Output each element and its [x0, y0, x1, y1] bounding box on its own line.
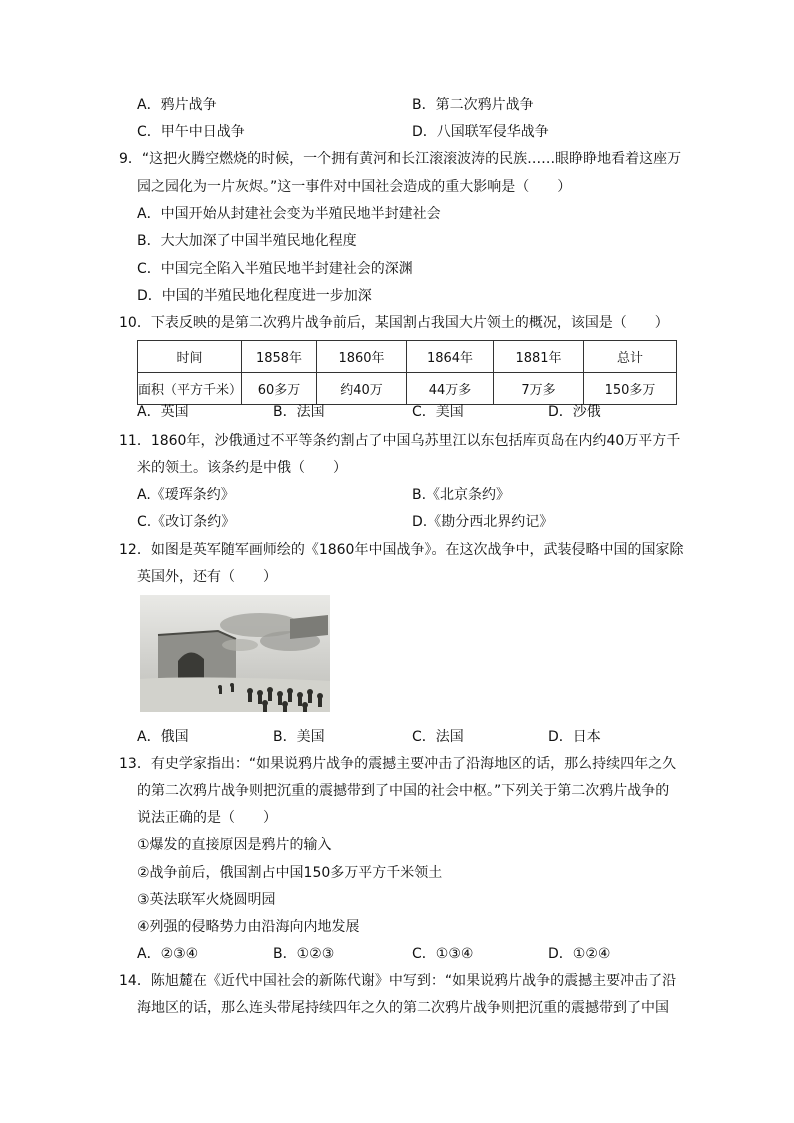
territory-table: [137, 340, 677, 405]
q13-option-c: C．①③④: [412, 946, 474, 962]
table-row: [138, 373, 677, 405]
table-cell: 约40万: [317, 373, 407, 405]
q12-option-b: B．美国: [273, 729, 325, 745]
table-header-cell: 1864年: [407, 341, 494, 373]
q10-stem: 10．下表反映的是第二次鸦片战争前后，某国割占我国大片领土的概况，该国是（ ）: [119, 315, 669, 331]
table-header-cell: 1881年: [494, 341, 584, 373]
q8-option-d: D．八国联军侵华战争: [412, 124, 549, 140]
q9-option-a: A．中国开始从封建社会变为半殖民地半封建社会: [137, 206, 441, 222]
q10-option-b: B．法国: [273, 404, 325, 420]
q13-statement-2: ②战争前后，俄国割占中国150多万平方千米领土: [137, 865, 443, 881]
q10-option-d: D．沙俄: [548, 404, 601, 420]
q14-stem-line2: 海地区的话，那么连头带尾持续四年之久的第二次鸦片战争则把沉重的震撼带到了中国: [137, 1000, 669, 1016]
q8-option-a: A．鸦片战争: [137, 97, 217, 113]
q8-option-b: B．第二次鸦片战争: [412, 97, 534, 113]
table-header-row: [138, 341, 677, 373]
q11-option-d: D.《勘分西北界约记》: [412, 514, 554, 530]
table-cell: 44万多: [407, 373, 494, 405]
q9-stem-line1: 9．“这把火腾空燃烧的时候，一个拥有黄河和长江滚滚波涛的民族……眼睁睁地看着这座万: [119, 151, 682, 167]
q9-option-d: D．中国的半殖民地化程度进一步加深: [137, 288, 372, 304]
q13-stem-line1: 13．有史学家指出：“如果说鸦片战争的震撼主要冲击了沿海地区的话，那么持续四年之久: [119, 756, 677, 772]
q13-stem-line3: 说法正确的是（ ）: [137, 810, 277, 826]
q11-option-b: B.《北京条约》: [412, 487, 511, 503]
q11-option-a: A.《瑷珲条约》: [137, 487, 235, 503]
table-header-cell: 时间: [138, 341, 242, 373]
q13-option-a: A．②③④: [137, 946, 199, 962]
q12-stem-line1: 12．如图是英军随军画师绘的《1860年中国战争》。在这次战争中，武装侵略中国的国家除: [119, 542, 684, 558]
q12-option-d: D．日本: [548, 729, 601, 745]
q9-option-b: B．大大加深了中国半殖民地化程度: [137, 233, 357, 249]
q8-option-c: C．甲午中日战争: [137, 124, 245, 140]
q13-statement-4: ④列强的侵略势力由沿海向内地发展: [137, 919, 360, 935]
q13-option-b: B．①②③: [273, 946, 335, 962]
q11-stem-line2: 米的领土。该条约是中俄（ ）: [137, 460, 347, 476]
q10-option-c: C．美国: [412, 404, 464, 420]
q9-option-c: C．中国完全陷入半殖民地半封建社会的深渊: [137, 261, 413, 277]
war-engraving-image: [140, 595, 330, 712]
q13-stem-line2: 的第二次鸦片战争则把沉重的震撼带到了中国的社会中枢。”下列关于第二次鸦片战争的: [137, 783, 670, 799]
q13-statement-3: ③英法联军火烧圆明园: [137, 892, 276, 908]
q14-stem-line1: 14．陈旭麓在《近代中国社会的新陈代谢》中写到：“如果说鸦片战争的震撼主要冲击了沿: [119, 973, 677, 989]
q12-option-a: A．俄国: [137, 729, 189, 745]
table-cell: 150多万: [584, 373, 677, 405]
q10-option-a: A．英国: [137, 404, 189, 420]
q11-option-c: C.《改订条约》: [137, 514, 236, 530]
q13-statement-1: ①爆发的直接原因是鸦片的输入: [137, 837, 332, 853]
table-cell: 面积（平方千米）: [138, 373, 242, 405]
q12-stem-line2: 英国外，还有（ ）: [137, 569, 277, 585]
table-header-cell: 1858年: [242, 341, 317, 373]
table-cell: 7万多: [494, 373, 584, 405]
table-header-cell: 总计: [584, 341, 677, 373]
q12-option-c: C．法国: [412, 729, 464, 745]
q11-stem-line1: 11．1860年，沙俄通过不平等条约割占了中国乌苏里江以东包括库页岛在内约40万平方千: [119, 433, 681, 449]
table-cell: 60多万: [242, 373, 317, 405]
table-header-cell: 1860年: [317, 341, 407, 373]
q9-stem-line2: 园之园化为一片灰烬。”这一事件对中国社会造成的重大影响是（ ）: [137, 179, 572, 195]
q13-option-d: D．①②④: [548, 946, 611, 962]
